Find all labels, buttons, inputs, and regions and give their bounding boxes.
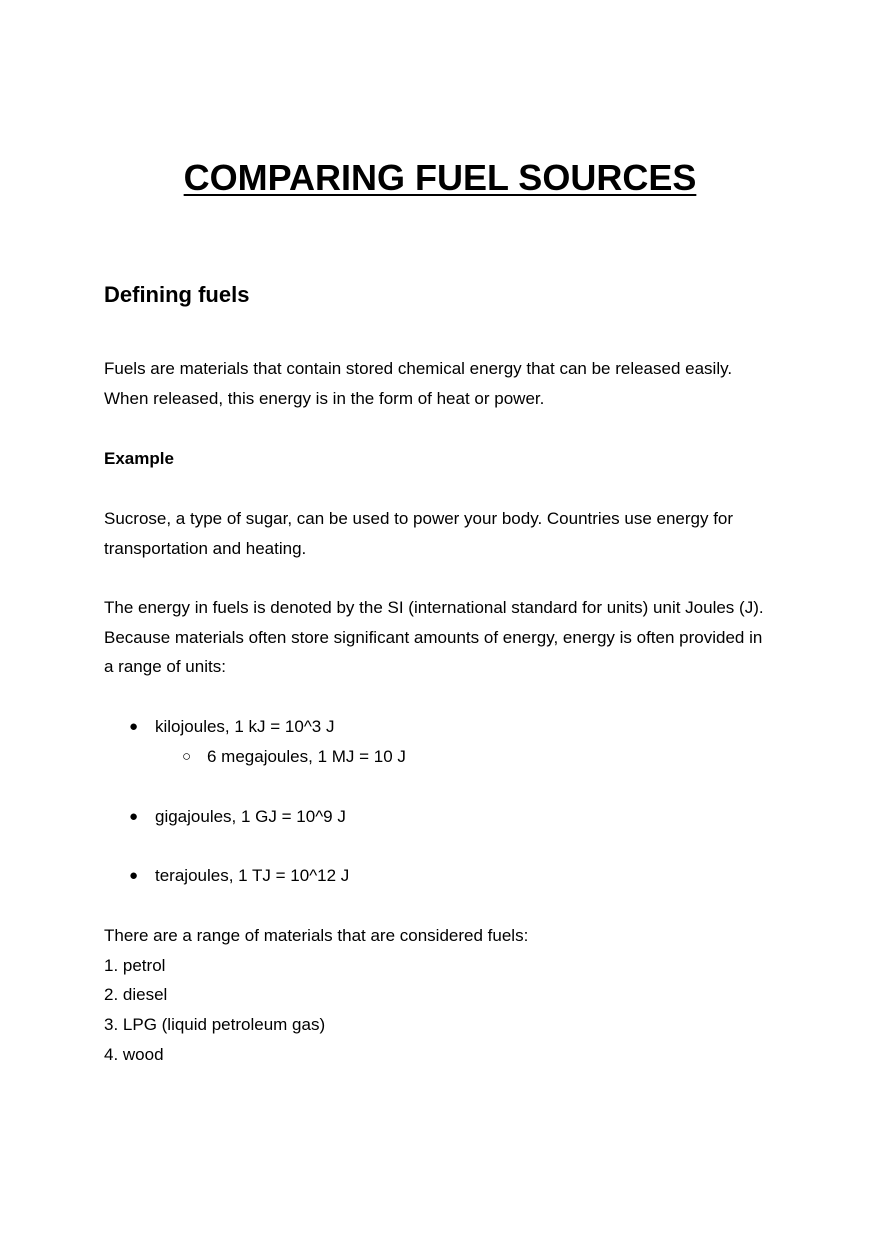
energy-line-1: The energy in fuels is denoted by the SI (international standard for units) unit Joules (J). — [104, 598, 764, 617]
section-heading: Defining fuels — [104, 282, 250, 307]
unit-item-gigajoules: gigajoules, 1 GJ = 10^9 J — [155, 807, 346, 826]
energy-line-3: a range of units: — [104, 657, 226, 676]
intro-line-1: Fuels are materials that contain stored chemical energy that can be released easily. — [104, 359, 733, 378]
example-line-1: Sucrose, a type of sugar, can be used to power your body. Countries use energy for — [104, 509, 734, 528]
fuel-list-item-diesel: 2. diesel — [104, 985, 168, 1004]
example-label: Example — [104, 449, 174, 468]
fuel-list-item-lpg: 3. LPG (liquid petroleum gas) — [104, 1015, 326, 1034]
document-title: COMPARING FUEL SOURCES — [183, 157, 697, 198]
energy-line-2: Because materials often store significant amounts of energy, energy is often provided in — [104, 628, 763, 647]
fuel-list-item-wood: 4. wood — [104, 1045, 164, 1064]
unit-item-terajoules: terajoules, 1 TJ = 10^12 J — [155, 866, 350, 885]
fuels-intro: There are a range of materials that are considered fuels: — [104, 926, 529, 945]
unit-item-kilojoules: kilojoules, 1 kJ = 10^3 J — [155, 717, 335, 736]
bullet-icon: ● — [129, 808, 139, 825]
sub-bullet-icon: ○ — [182, 748, 192, 765]
example-line-2: transportation and heating. — [104, 539, 307, 558]
fuel-list-item-petrol: 1. petrol — [104, 956, 166, 975]
bullet-icon: ● — [129, 867, 139, 884]
intro-line-2: When released, this energy is in the form of heat or power. — [104, 389, 545, 408]
bullet-icon: ● — [129, 718, 139, 735]
unit-item-megajoules: 6 megajoules, 1 MJ = 10 J — [207, 747, 406, 766]
